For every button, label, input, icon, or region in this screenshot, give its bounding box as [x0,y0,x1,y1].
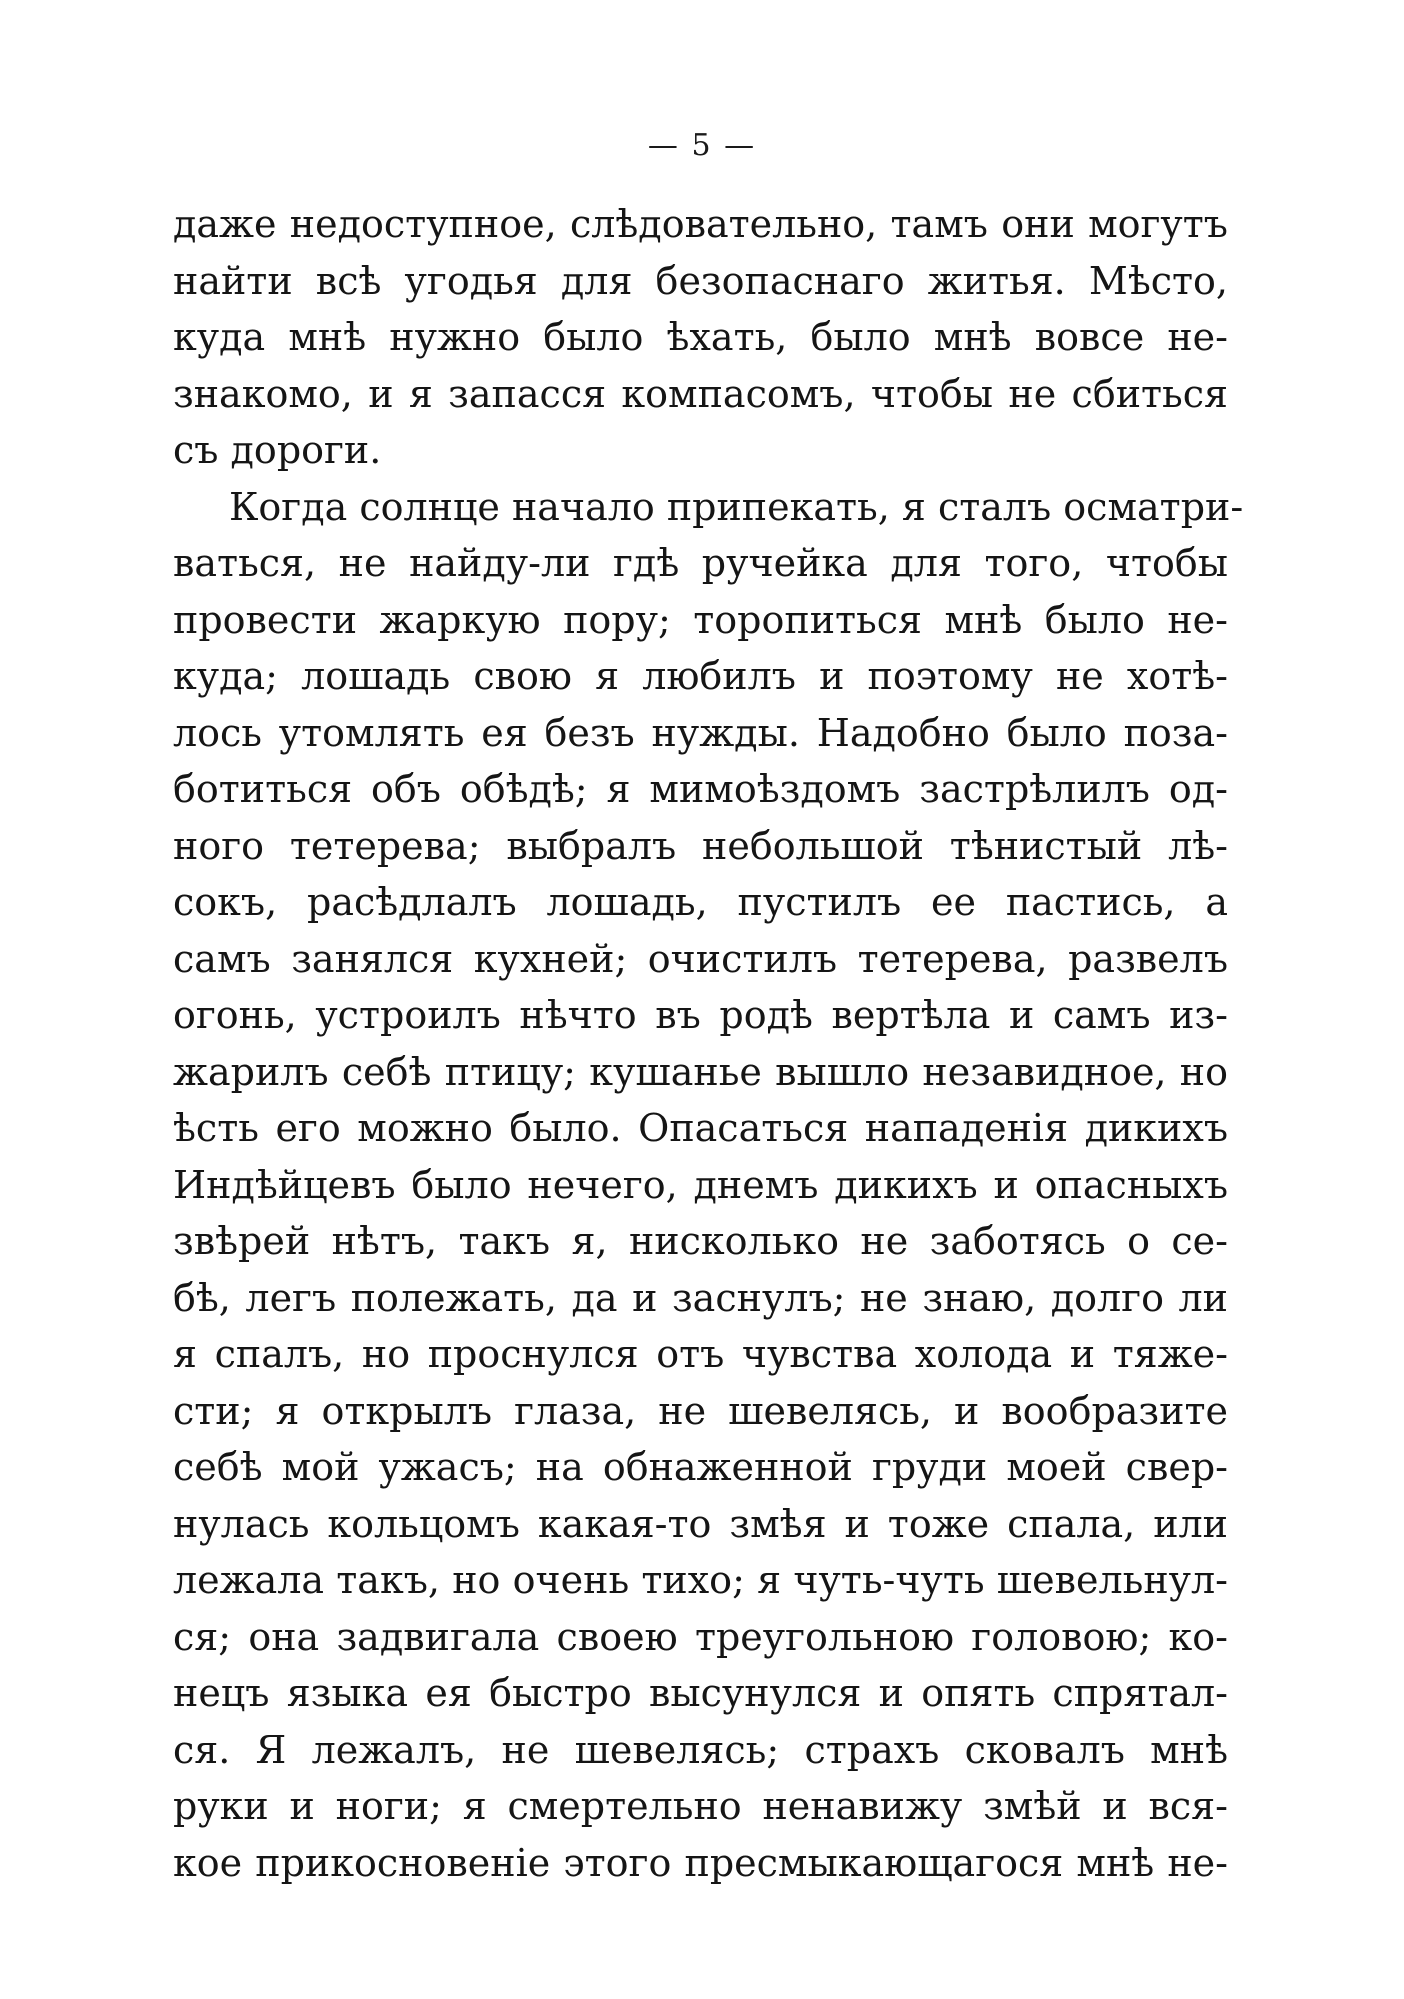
text-line: звѣрей нѣтъ, такъ я, нисколько не заботясь о се- [173,1219,1228,1263]
text-line: сти; я открылъ глаза, не шевелясь, и вообразите [173,1388,1228,1433]
text-line: даже недоступное, слѣдовательно, тамъ они могутъ [173,202,1228,246]
text-line: куда мнѣ нужно было ѣхать, было мнѣ вовсе не- [173,315,1228,359]
text-line: огонь, устроилъ нѣчто въ родѣ вертѣла и самъ из- [173,993,1228,1037]
text-line: кое прикосновеніе этого пресмыкающагося мнѣ не- [173,1840,1228,1885]
text-line: куда; лошадь свою я любилъ и поэтому не хотѣ- [173,654,1228,698]
text-line: жарилъ себѣ птицу; кушанье вышло незавидное, но [173,1049,1228,1094]
text-line: ваться, не найду-ли гдѣ ручейка для того, чтобы [173,541,1228,585]
text-line: провести жаркую пору; торопиться мнѣ было не- [173,597,1228,642]
text-line: лось утомлять ея безъ нужды. Надобно было поза- [173,710,1228,755]
page-number: — 5 — [647,128,757,163]
text-line: нецъ языка ея быстро высунулся и опять спрятал- [173,1671,1228,1715]
text-line: себѣ мой ужасъ; на обнаженной груди моей свер- [173,1445,1228,1489]
text-line: знакомо, и я запасся компасомъ, чтобы не сбиться [173,371,1228,416]
text-line: Индѣйцевъ было нечего, днемъ дикихъ и опасныхъ [173,1162,1228,1207]
text-line: руки и ноги; я смертельно ненавижу змѣй и вся- [173,1784,1228,1828]
text-line: бѣ, легъ полежать, да и заснулъ; не знаю, долго ли [173,1275,1228,1320]
text-line: ѣсть его можно было. Опасаться нападенія дикихъ [173,1106,1228,1150]
text-line: ботиться объ обѣдѣ; я мимоѣздомъ застрѣлилъ од- [173,767,1228,811]
text-line: нулась кольцомъ какая-то змѣя и тоже спала, или [173,1501,1228,1546]
text-line: ного тетерева; выбралъ небольшой тѣнистый лѣ- [173,823,1228,868]
text-line: ся. Я лежалъ, не шевелясь; страхъ сковалъ мнѣ [173,1727,1228,1772]
text-line: самъ занялся кухней; очистилъ тетерева, развелъ [173,936,1228,981]
text-line: я спалъ, но проснулся отъ чувства холода и тяже- [173,1332,1228,1376]
text-line: ся; она задвигала своею треугольною головою; ко- [173,1614,1228,1659]
text-line: лежала такъ, но очень тихо; я чуть-чуть шевельнул- [173,1558,1228,1602]
body-text [173,196,1244,1891]
paragraph-first-line: Когда солнце начало припекать, я сталъ осматри- [229,484,1244,529]
text-line: найти всѣ угодья для безопаснаго житья. Мѣсто, [173,258,1228,303]
text-line: сокъ, расѣдлалъ лошадь, пустилъ ее пастись, а [173,880,1228,924]
text-line: съ дороги. [173,428,382,472]
